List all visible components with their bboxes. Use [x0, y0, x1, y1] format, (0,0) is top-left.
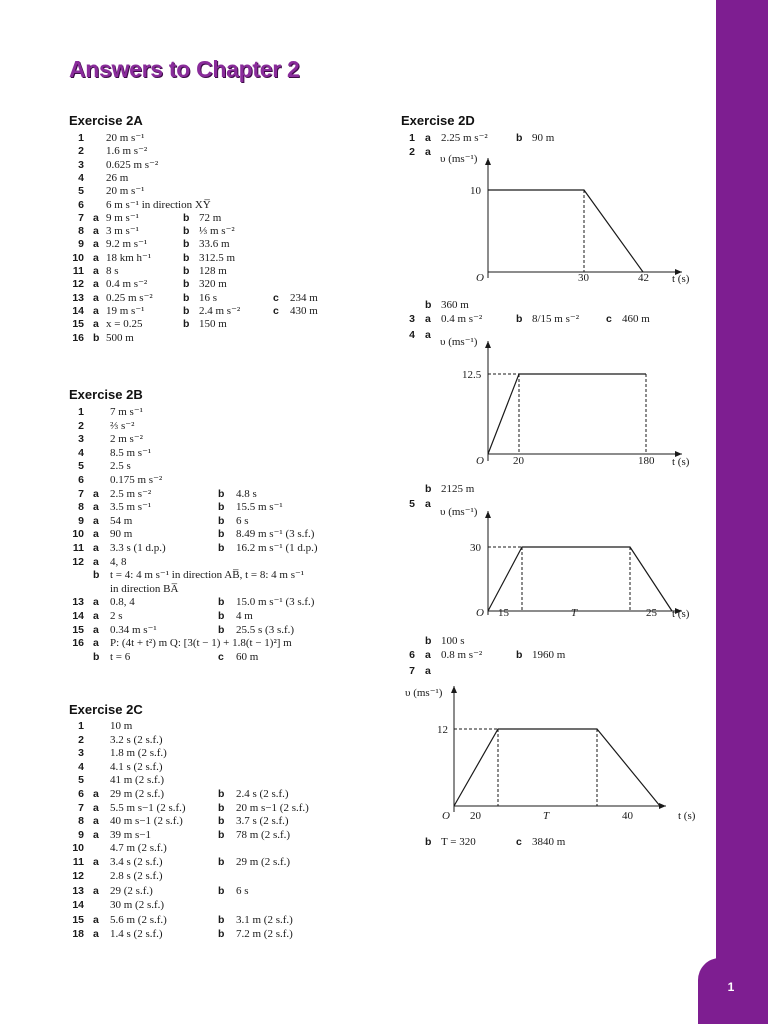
answer-value: 8 s — [106, 265, 119, 277]
answer-value: 9.2 m s⁻¹ — [106, 238, 148, 251]
answer-number: 3 — [78, 433, 84, 446]
part-label: a — [425, 649, 431, 661]
answer-value: ⅔ s⁻² — [110, 419, 135, 432]
graph-q2-origin: O — [476, 272, 484, 284]
part-label: b — [218, 542, 225, 554]
answer-number: 8 — [78, 815, 84, 828]
part-label: b — [183, 265, 190, 277]
graph-q4-x-axis-label: t (s) — [672, 456, 690, 468]
answer-number: 11 — [72, 265, 84, 277]
part-label: a — [93, 291, 99, 304]
answer-number: 4 — [78, 446, 84, 459]
answer-value: 0.25 m s⁻² — [106, 291, 153, 304]
part-label: b — [183, 225, 190, 238]
graph-q5 — [400, 503, 700, 625]
answer-value: 25.5 s (3 s.f.) — [236, 623, 295, 636]
answer-value: 4 m — [236, 610, 253, 622]
answer-number: 13 — [72, 291, 84, 304]
answer-value: 8.5 m s⁻¹ — [110, 446, 152, 459]
graph-q2-tick-x2: 42 — [638, 272, 649, 284]
part-label: a — [93, 225, 99, 238]
graph-q5-tick-y: 30 — [470, 542, 481, 554]
part-label: b — [425, 299, 432, 311]
part-label: b — [183, 291, 190, 304]
graph-q7-interval-1: 20 — [470, 810, 481, 822]
answer-number: 4 — [78, 760, 84, 773]
graph-q7-velocity-line — [454, 729, 660, 806]
part-label: b — [218, 885, 225, 898]
answer-value: 0.8, 4 — [110, 596, 135, 609]
answer-value: 20 m s−1 (2 s.f.) — [236, 801, 309, 814]
answer-value: 20 m s⁻¹ — [106, 132, 145, 144]
answer-value: ⅓ m s⁻² — [199, 225, 235, 238]
answer-value: 0.625 m s⁻² — [106, 158, 159, 171]
answer-value: 6 m s⁻¹ in direction XY̅ — [106, 198, 211, 211]
answer-number: 7 — [78, 801, 84, 814]
part-label: a — [93, 623, 99, 636]
part-label: a — [93, 610, 99, 622]
graph-q5-interval-2: T — [571, 607, 578, 619]
answer-number: 15 — [72, 914, 84, 927]
part-label: a — [93, 528, 99, 541]
part-label: c — [516, 836, 522, 848]
graph-q2-y-axis-label: υ (ms⁻¹) — [440, 153, 478, 165]
answer-number: 7 — [409, 665, 415, 677]
answer-value: 2.4 m s⁻² — [199, 304, 241, 317]
part-label: a — [93, 637, 99, 650]
answer-value: 26 m — [106, 171, 129, 184]
answer-value: T = 320 — [441, 836, 476, 848]
answer-number: 10 — [72, 528, 84, 541]
answer-value: 29 (2 s.f.) — [110, 885, 153, 898]
answer-value: 39 m s−1 — [110, 828, 152, 841]
part-label: b — [218, 928, 225, 940]
answer-value: 2.8 s (2 s.f.) — [110, 869, 163, 882]
answer-number: 2 — [78, 145, 84, 158]
answer-value: 8.49 m s⁻¹ (3 s.f.) — [236, 528, 315, 541]
page-side-band — [716, 0, 768, 1024]
answer-value: 8/15 m s⁻² — [532, 313, 579, 325]
answer-value: 3.2 s (2 s.f.) — [110, 733, 163, 746]
answer-value: 3.4 s (2 s.f.) — [110, 856, 163, 868]
answer-value: 312.5 m — [199, 251, 236, 264]
answer-value: 1960 m — [532, 649, 566, 661]
answer-number: 10 — [72, 842, 84, 855]
answer-value: 3.5 m s⁻¹ — [110, 501, 152, 514]
answer-value: 0.34 m s⁻¹ — [110, 623, 157, 636]
graph-q7-origin: O — [442, 810, 450, 822]
part-label: a — [93, 815, 99, 828]
part-label: b — [93, 569, 100, 582]
answer-value: 128 m — [199, 265, 227, 277]
exercise-2c-heading: Exercise 2C — [69, 702, 143, 717]
answer-number: 7 — [78, 211, 84, 224]
answer-number: 2 — [78, 419, 84, 432]
graph-q4-tick-y: 12.5 — [462, 369, 482, 381]
answer-number: 9 — [78, 238, 84, 251]
answer-number: 5 — [78, 774, 84, 787]
part-label: a — [425, 498, 431, 510]
answer-number: 5 — [409, 498, 415, 510]
answer-number: 5 — [78, 185, 84, 198]
answer-number: 3 — [409, 313, 415, 325]
part-label: a — [93, 265, 99, 277]
part-label: b — [516, 313, 523, 325]
answer-value: t = 4: 4 m s⁻¹ in direction AB̅, t = 8: 4 m s⁻¹ — [110, 569, 305, 582]
exercise-2a-heading: Exercise 2A — [69, 113, 143, 128]
part-label: c — [273, 291, 279, 304]
part-label: b — [218, 596, 225, 609]
part-label: a — [93, 278, 99, 291]
answer-number: 9 — [78, 514, 84, 527]
part-label: b — [93, 331, 100, 344]
answer-number: 12 — [72, 555, 84, 568]
answer-number: 5 — [78, 460, 84, 473]
part-label: b — [183, 211, 190, 224]
answer-number: 3 — [78, 158, 84, 171]
answer-value: x = 0.25 — [106, 318, 143, 331]
graph-q7-x-axis-label: t (s) — [678, 810, 696, 822]
answer-number: 14 — [72, 304, 84, 317]
answer-value: 15.0 m s⁻¹ (3 s.f.) — [236, 596, 315, 609]
answer-value: 2.4 s (2 s.f.) — [236, 788, 289, 800]
answer-value: 72 m — [199, 211, 222, 224]
graph-q4-origin: O — [476, 455, 484, 467]
answer-value: 1.6 m s⁻² — [106, 145, 148, 158]
answer-number: 4 — [78, 171, 84, 184]
part-label: b — [218, 914, 225, 927]
part-label: a — [93, 304, 99, 317]
part-label: c — [218, 650, 224, 663]
answer-number: 6 — [78, 198, 84, 211]
graph-q5-interval-3: 25 — [646, 607, 657, 619]
answer-value: 234 m — [290, 291, 318, 304]
answer-number: 15 — [72, 623, 84, 636]
part-label: a — [93, 914, 99, 927]
answer-value: 29 m (2 s.f.) — [110, 788, 165, 800]
graph-q7-interval-3: 40 — [622, 810, 633, 822]
part-label: a — [425, 313, 431, 325]
answer-value: 500 m — [106, 331, 134, 344]
graph-q2-tick-y: 10 — [470, 185, 481, 197]
answer-value: 16 s — [199, 291, 218, 304]
answer-number: 8 — [78, 225, 84, 238]
part-label: b — [218, 514, 225, 527]
part-label: b — [218, 623, 225, 636]
answer-number: 6 — [78, 474, 84, 486]
answer-number: 14 — [72, 898, 84, 911]
answer-value: 19 m s⁻¹ — [106, 304, 145, 317]
page-title: Answers to Chapter 2 — [69, 56, 300, 82]
part-label: c — [273, 304, 279, 317]
graph-q5-x-axis-label: t (s) — [672, 608, 690, 620]
answer-value: 41 m (2 s.f.) — [110, 774, 165, 787]
answer-value: 3 m s⁻¹ — [106, 225, 139, 238]
part-label: b — [516, 132, 523, 144]
graph-q7 — [400, 682, 700, 822]
answer-number: 1 — [409, 132, 415, 144]
graph-q2-x-axis-label: t (s) — [672, 273, 690, 285]
answer-value: 33.6 m — [199, 238, 230, 251]
answer-value: 2.5 m s⁻² — [110, 487, 152, 500]
answer-value: 4, 8 — [110, 555, 127, 568]
answer-value: 6 s — [236, 885, 249, 898]
exercise-2b-heading: Exercise 2B — [69, 387, 143, 402]
answer-value: 460 m — [622, 313, 650, 325]
answer-value: in direction BA̅ — [110, 582, 179, 595]
answer-value: 4.8 s — [236, 487, 257, 500]
answer-number: 6 — [409, 649, 415, 661]
answer-value: 2.5 s — [110, 460, 131, 473]
page-number: 1 — [727, 980, 735, 994]
answer-value: 18 km h⁻¹ — [106, 251, 152, 264]
answer-number: 1 — [78, 720, 84, 732]
answer-value: 320 m — [199, 278, 227, 291]
part-label: a — [93, 555, 99, 568]
answer-value: 10 m — [110, 720, 133, 732]
answer-value: 100 s — [441, 635, 465, 647]
part-label: b — [218, 528, 225, 541]
part-label: b — [218, 815, 225, 828]
part-label: b — [218, 828, 225, 841]
graph-q2-velocity-line — [488, 190, 643, 272]
answer-value: 5.6 m (2 s.f.) — [110, 914, 167, 927]
answer-number: 12 — [72, 278, 84, 291]
answer-value: 78 m (2 s.f.) — [236, 828, 291, 841]
part-label: b — [425, 836, 432, 848]
part-label: b — [218, 487, 225, 500]
answer-value: 2.25 m s⁻² — [441, 132, 488, 144]
part-label: b — [218, 801, 225, 814]
answer-value: 60 m — [236, 650, 259, 663]
part-label: a — [93, 856, 99, 868]
answer-number: 13 — [72, 596, 84, 609]
answer-value: 0.4 m s⁻² — [441, 313, 483, 325]
answer-value: 7.2 m (2 s.f.) — [236, 928, 293, 940]
answer-value: 430 m — [290, 304, 318, 317]
part-label: b — [218, 610, 225, 622]
graph-q7-tick-y: 12 — [437, 724, 448, 736]
part-label: a — [93, 501, 99, 514]
graph-q2-tick-x1: 30 — [578, 272, 589, 284]
answer-value: 54 m — [110, 514, 133, 527]
part-label: a — [425, 665, 431, 677]
part-label: b — [183, 251, 190, 264]
graph-q5-velocity-line — [488, 547, 672, 611]
answer-value: 3.3 s (1 d.p.) — [110, 542, 166, 554]
answer-value: 3840 m — [532, 836, 566, 848]
answer-value: 360 m — [441, 299, 469, 311]
answer-number: 14 — [72, 610, 84, 622]
answer-value: 9 m s⁻¹ — [106, 211, 139, 224]
answer-value: 1.8 m (2 s.f.) — [110, 747, 167, 760]
answer-number: 10 — [72, 251, 84, 264]
answer-value: 5.5 m s−1 (2 s.f.) — [110, 801, 186, 814]
part-label: b — [218, 501, 225, 514]
answer-number: 2 — [78, 733, 84, 746]
part-label: b — [183, 318, 190, 331]
part-label: a — [93, 885, 99, 898]
part-label: a — [93, 928, 99, 940]
part-label: a — [425, 146, 431, 158]
graph-q4-tick-x2: 180 — [638, 455, 655, 467]
answer-number: 4 — [409, 329, 415, 341]
answer-value: 4.1 s (2 s.f.) — [110, 760, 163, 773]
graph-q5-y-axis-label: υ (ms⁻¹) — [440, 506, 478, 518]
answer-value: 30 m (2 s.f.) — [110, 898, 165, 911]
graph-q2 — [400, 150, 700, 292]
graph-q7-interval-2: T — [543, 810, 550, 822]
answer-number: 16 — [72, 637, 84, 650]
answer-value: 0.8 m s⁻² — [441, 649, 483, 661]
answer-value: 3.7 s (2 s.f.) — [236, 815, 289, 828]
answer-value: 0.175 m s⁻² — [110, 474, 163, 486]
answer-number: 1 — [78, 132, 84, 144]
answer-number: 2 — [409, 146, 415, 158]
answer-number: 15 — [72, 318, 84, 331]
graph-q7-y-axis-label: υ (ms⁻¹) — [405, 687, 443, 699]
part-label: b — [218, 856, 225, 868]
answer-number: 16 — [72, 331, 84, 344]
graph-q4-tick-x1: 20 — [513, 455, 524, 467]
answer-number: 18 — [72, 928, 84, 940]
answer-value: 0.4 m s⁻² — [106, 278, 148, 291]
answer-number: 9 — [78, 828, 84, 841]
answer-value: 2 s — [110, 610, 123, 622]
part-label: a — [93, 801, 99, 814]
part-label: a — [93, 211, 99, 224]
answer-number: 12 — [72, 869, 84, 882]
exercise-2d-heading: Exercise 2D — [401, 113, 475, 128]
part-label: b — [183, 238, 190, 251]
answer-value: 2125 m — [441, 483, 475, 495]
graph-q5-origin: O — [476, 607, 484, 619]
part-label: c — [606, 313, 612, 325]
answer-number: 6 — [78, 788, 84, 800]
answer-value: 16.2 m s⁻¹ (1 d.p.) — [236, 542, 318, 554]
answer-value: 3.1 m (2 s.f.) — [236, 914, 293, 927]
answer-number: 11 — [72, 542, 84, 554]
part-label: b — [183, 304, 190, 317]
part-label: a — [93, 238, 99, 251]
answer-value: 7 m s⁻¹ — [110, 406, 143, 418]
part-label: a — [425, 132, 431, 144]
part-label: a — [93, 788, 99, 800]
answer-number: 7 — [78, 487, 84, 500]
part-label: a — [93, 828, 99, 841]
answer-value: 2 m s⁻² — [110, 433, 143, 446]
part-label: a — [93, 318, 99, 331]
answer-value: 15.5 m s⁻¹ — [236, 501, 283, 514]
answer-value: 150 m — [199, 318, 227, 331]
answer-number: 1 — [78, 406, 84, 418]
answer-value: 40 m s−1 (2 s.f.) — [110, 815, 183, 828]
part-label: a — [425, 329, 431, 341]
answer-value: P: (4t + t²) m Q: [3(t − 1) + 1.8(t − 1)²] m — [110, 637, 292, 650]
answer-value: 29 m (2 s.f.) — [236, 856, 291, 868]
answer-number: 13 — [72, 885, 84, 898]
answer-value: 90 m — [110, 528, 133, 541]
part-label: b — [425, 635, 432, 647]
answer-value: t = 6 — [110, 650, 131, 663]
answer-value: 4.7 m (2 s.f.) — [110, 842, 167, 855]
answer-number: 8 — [78, 501, 84, 514]
part-label: a — [93, 487, 99, 500]
part-label: b — [183, 278, 190, 291]
part-label: b — [516, 649, 523, 661]
part-label: a — [93, 596, 99, 609]
graph-q4-velocity-line — [488, 374, 646, 454]
part-label: a — [93, 542, 99, 554]
answer-value: 90 m — [532, 132, 555, 144]
answer-number: 3 — [78, 747, 84, 760]
answer-value: 1.4 s (2 s.f.) — [110, 928, 163, 940]
graph-q4 — [400, 333, 700, 475]
part-label: a — [93, 251, 99, 264]
part-label: a — [93, 514, 99, 527]
part-label: b — [425, 483, 432, 495]
graph-q4-y-axis-label: υ (ms⁻¹) — [440, 336, 478, 348]
part-label: b — [93, 650, 100, 663]
graph-q5-interval-1: 15 — [498, 607, 509, 619]
answer-value: 20 m s⁻¹ — [106, 185, 145, 198]
answer-value: 6 s — [236, 514, 249, 527]
answer-number: 11 — [72, 856, 84, 868]
part-label: b — [218, 788, 225, 800]
